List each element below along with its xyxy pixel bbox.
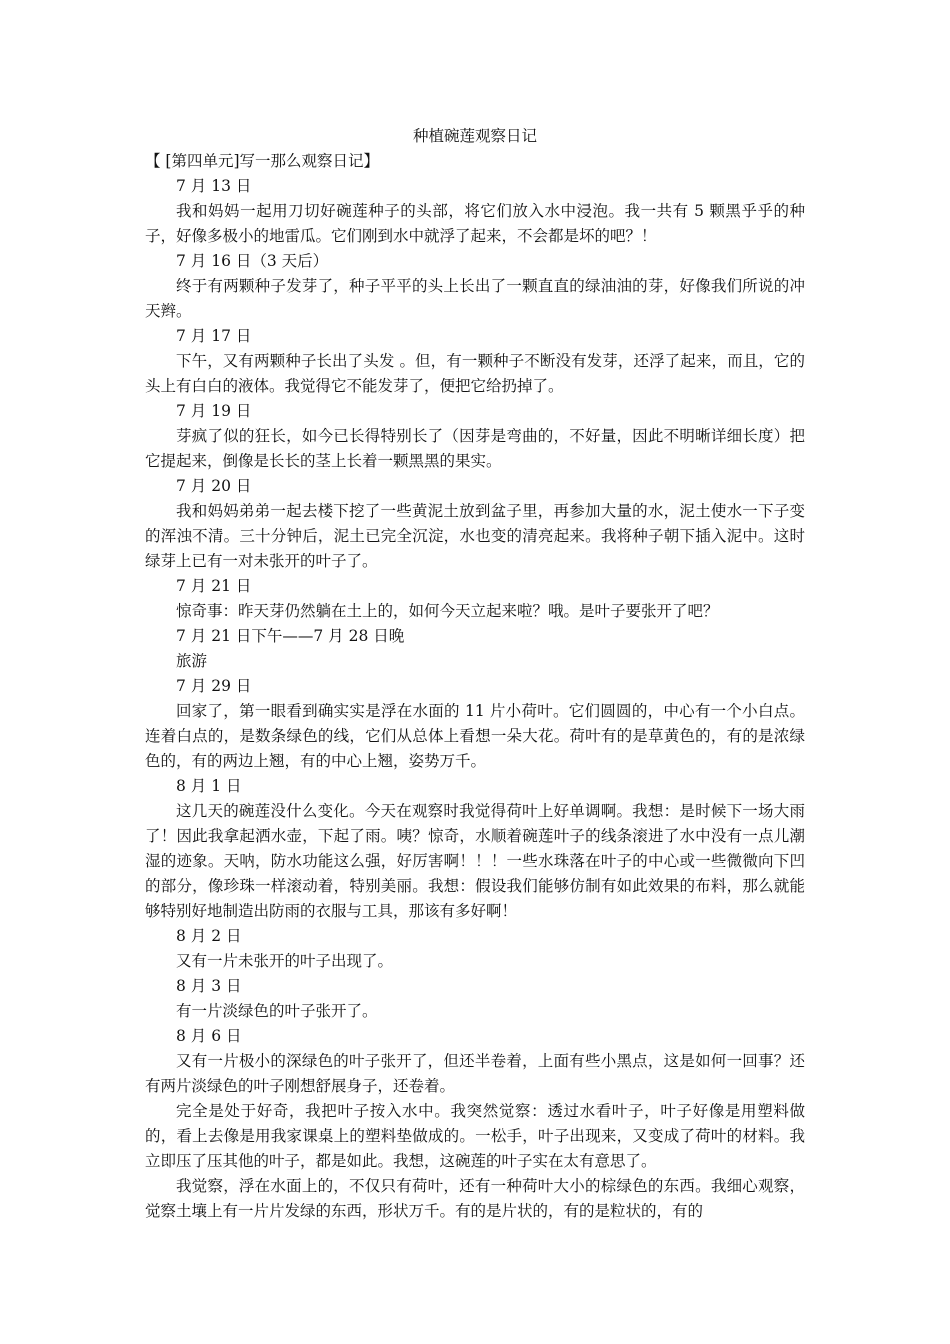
diary-paragraph: 有一片淡绿色的叶子张开了。 [176,1002,378,1020]
diary-paragraph: 7 月 19 日 [176,402,252,420]
document-title: 种植碗莲观察日记 [412,127,537,145]
diary-paragraph: 这几天的碗莲没什么变化。今天在观察时我觉得荷叶上好单调啊。我想：是时候下一场大雨了！因此我拿起洒水壶，下起了雨。咦？惊奇，水顺着碗莲叶子的线条滚进了水中没有一点儿潮湿的迹象。天呐，防水功能这么强，好厉害啊！！！一些水珠落在叶子的中心或一些微微向下凹的部分，像珍珠一样滚动着，特别美丽。我想：假设我们能够仿制有如此效果的布料，那么就能够特别好地制造出防雨的衣服与工具，那该有多好啊！ [145,802,805,920]
diary-paragraph: 又有一片极小的深绿色的叶子张开了，但还半卷着，上面有些小黑点，这是如何一回事？还有两片淡绿色的叶子刚想舒展身子，还卷着。 [145,1052,805,1095]
diary-paragraph: 惊奇事：昨天芽仍然躺在土上的，如何今天立起来啦？哦。是叶子要张开了吧？ [176,602,719,620]
document-subtitle: 【 [第四单元]写一那么观察日记】 [145,152,380,170]
diary-paragraph: 芽疯了似的狂长，如今已长得特别长了（因芽是弯曲的，不好量，因此不明晰详细长度）把它提起来，倒像是长长的茎上长着一颗黑黑的果实。 [145,427,805,470]
diary-paragraph: 我和妈妈弟弟一起去楼下挖了一些黄泥土放到盆子里，再参加大量的水，泥土使水一下子变的浑浊不清。三十分钟后，泥土已完全沉淀，水也变的清亮起来。我将种子朝下插入泥中。这时绿芽上已有一对未张开的叶子了。 [145,502,805,570]
diary-paragraph: 7 月 29 日 [176,677,252,695]
diary-paragraph: 8 月 1 日 [176,777,242,795]
diary-paragraph: 完全是处于好奇，我把叶子按入水中。我突然觉察：透过水看叶子，叶子好像是用塑料做的，看上去像是用我家课桌上的塑料垫做成的。一松手，叶子出现来，又变成了荷叶的材料。我立即压了压其他的叶子，都是如此。我想，这碗莲的叶子实在太有意思了。 [145,1102,805,1170]
diary-paragraph: 终于有两颗种子发芽了，种子平平的头上长出了一颗直直的绿油油的芽，好像我们所说的冲天辫。 [145,277,805,320]
diary-paragraph: 8 月 6 日 [176,1027,242,1045]
diary-paragraph: 7 月 21 日 [176,577,252,595]
diary-paragraph: 8 月 3 日 [176,977,242,995]
diary-paragraph: 我觉察，浮在水面上的，不仅只有荷叶，还有一种荷叶大小的棕绿色的东西。我细心观察，觉察土壤上有一片片发绿的东西，形状万千。有的是片状的，有的是粒状的，有的 [145,1177,805,1220]
diary-paragraph: 我和妈妈一起用刀切好碗莲种子的头部，将它们放入水中浸泡。我一共有 5 颗黑乎乎的种子，好像多极小的地雷瓜。它们刚到水中就浮了起来，不会都是坏的吧？！ [145,202,805,245]
document-body [145,124,805,1224]
diary-paragraph: 旅游 [176,652,208,670]
diary-paragraph: 7 月 16 日（3 天后） [176,252,329,270]
diary-paragraph: 7 月 13 日 [176,177,252,195]
diary-paragraph: 7 月 21 日下午——7 月 28 日晚 [176,627,405,645]
diary-paragraph: 回家了，第一眼看到确实实是浮在水面的 11 片小荷叶。它们圆圆的，中心有一个小白点。连着白点的，是数条绿色的线，它们从总体上看想一朵大花。荷叶有的是草黄色的，有的是浓绿色的，有的两边上翘，有的中心上翘，姿势万千。 [145,702,805,770]
diary-paragraph: 7 月 20 日 [176,477,252,495]
diary-paragraph: 又有一片未张开的叶子出现了。 [176,952,394,970]
diary-paragraph: 7 月 17 日 [176,327,252,345]
diary-paragraph: 下午，又有两颗种子长出了头发 。但，有一颗种子不断没有发芽，还浮了起来，而且，它的头上有白白的液体。我觉得它不能发芽了，便把它给扔掉了。 [145,352,805,395]
diary-entries [145,174,805,1224]
diary-paragraph: 8 月 2 日 [176,927,242,945]
